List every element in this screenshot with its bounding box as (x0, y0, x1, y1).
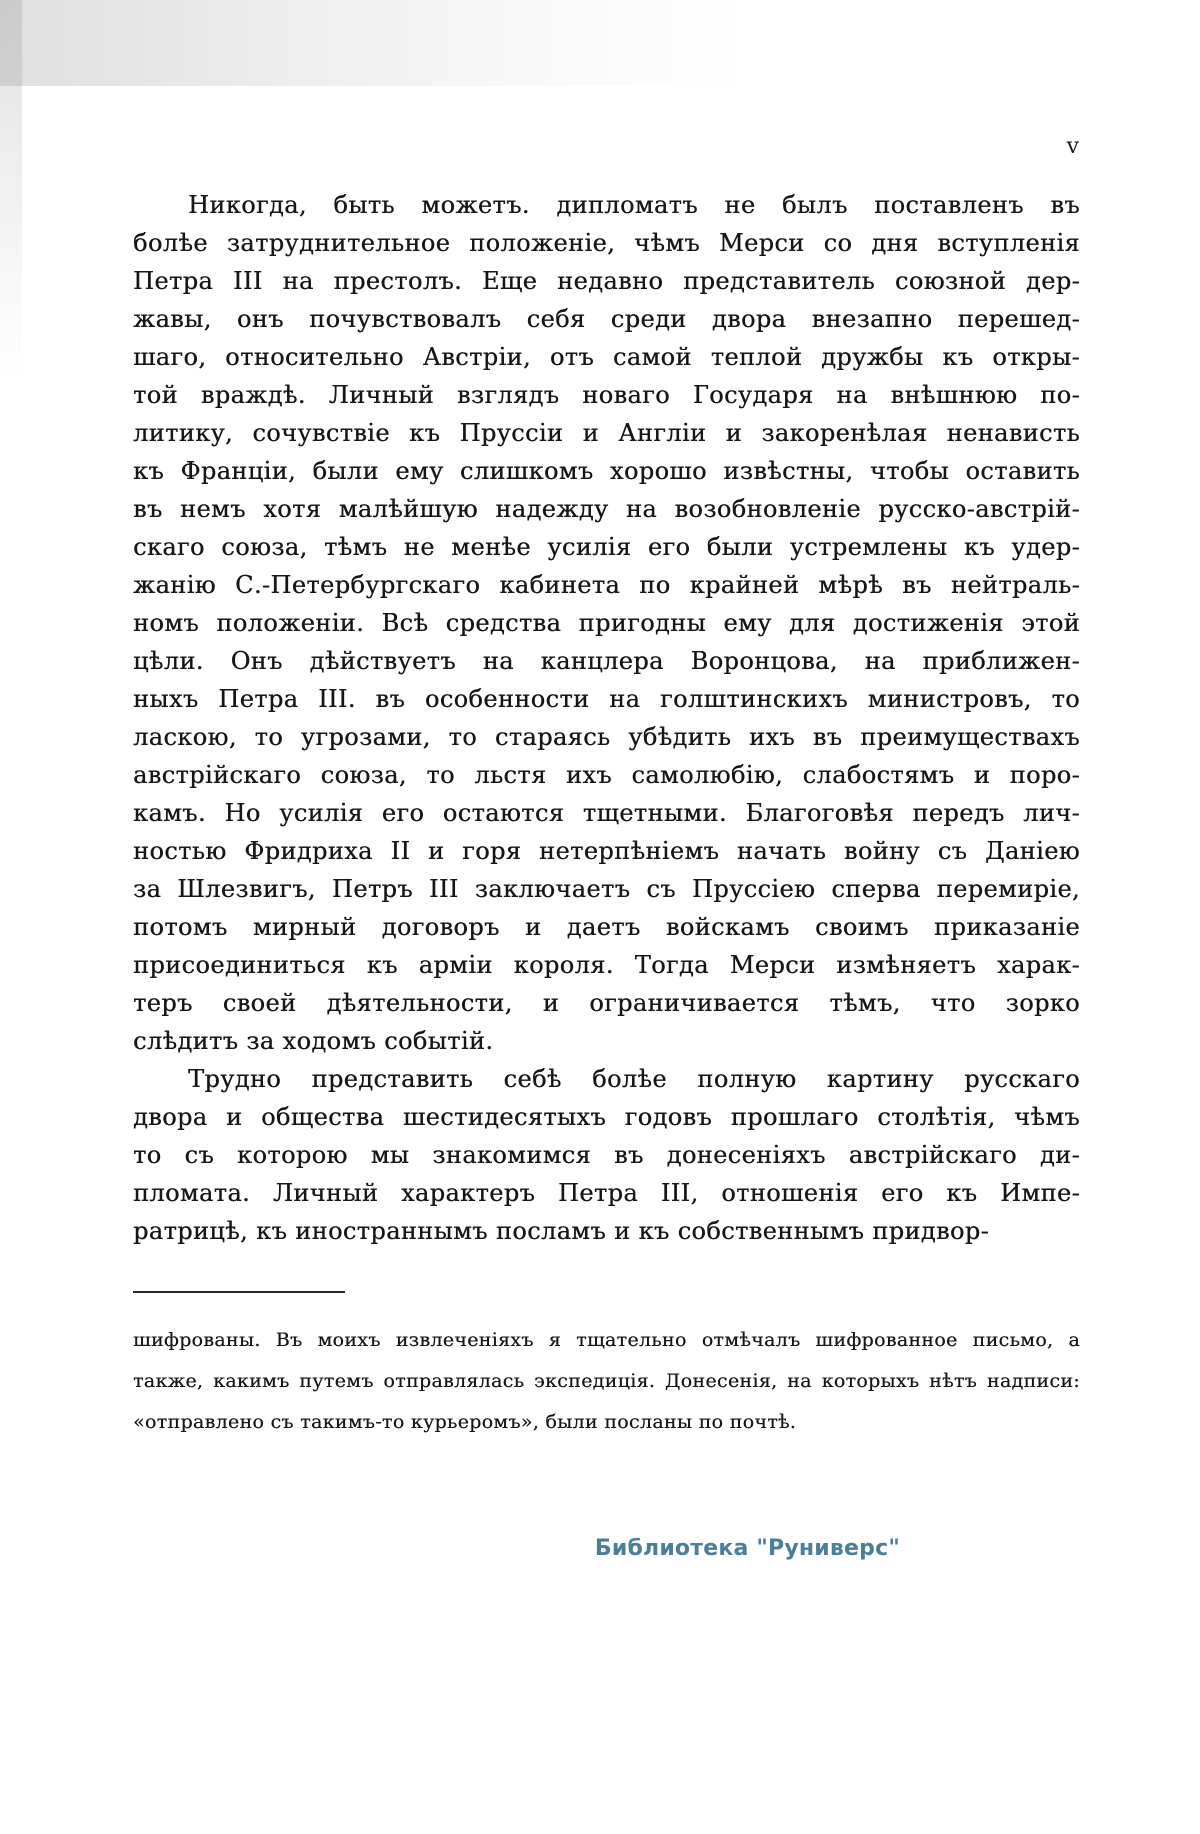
text-line: двора и общества шестидесятыхъ годовъ прошлаго столѣтія, чѣмъ (133, 1103, 1080, 1131)
library-watermark: Библиотека "Руниверс" (594, 1536, 900, 1561)
text-line: присоединиться къ арміи короля. Тогда Мерси измѣняетъ харак- (133, 951, 1080, 979)
text-line: къ Франціи, были ему слишкомъ хорошо извѣстны, чтобы оставить (133, 457, 1080, 485)
text-line: австрійскаго союза, то льстя ихъ самолюбію, слабостямъ и поро- (133, 761, 1080, 789)
text-line: теръ своей дѣятельности, и ограничивается тѣмъ, что зорко (133, 989, 1080, 1017)
text-line: скаго союза, тѣмъ не менѣе усилія его были устремлены къ удер- (133, 533, 1080, 561)
text-line: камъ. Но усилія его остаются тщетными. Благоговѣя передъ лич- (133, 799, 1080, 827)
page-number: v (1066, 134, 1080, 159)
text-line: Никогда, быть можетъ. дипломатъ не былъ поставленъ въ (188, 191, 1080, 219)
text-line: жавы, онъ почувствовалъ себя среди двора внезапно перешед- (133, 305, 1080, 333)
text-line: шифрованы. Въ моихъ извлеченіяхъ я тщательно отмѣчалъ шифрованное письмо, а (133, 1329, 1080, 1351)
paragraph-2 (133, 1060, 1080, 1250)
scan-shading-left (0, 0, 22, 430)
text-line: слѣдитъ за ходомъ событій. (133, 1027, 494, 1055)
text-line: «отправлено съ такимъ-то курьеромъ», были посланы по почтѣ. (133, 1411, 797, 1433)
footnote-separator (133, 1291, 345, 1293)
main-text (133, 186, 1080, 1250)
text-line: въ немъ хотя малѣйшую надежду на возобновленіе русско-австрій- (133, 495, 1080, 523)
text-line: потомъ мирный договоръ и даетъ войскамъ своимъ приказаніе (133, 913, 1080, 941)
text-line: ныхъ Петра III. въ особенности на голштинскихъ министровъ, то (133, 685, 1080, 713)
text-line: пломата. Личный характеръ Петра III, отношенія его къ Импе- (133, 1179, 1080, 1207)
scan-shading-top (0, 0, 1200, 86)
text-line: ласкою, то угрозами, то стараясь убѣдить ихъ въ преимуществахъ (133, 723, 1080, 751)
text-line: за Шлезвигъ, Петръ III заключаетъ съ Пруссіею сперва перемиріе, (133, 875, 1080, 903)
text-line: шаго, относительно Австріи, отъ самой теплой дружбы къ откры- (133, 343, 1080, 371)
text-line: цѣли. Онъ дѣйствуетъ на канцлера Воронцова, на приближен- (133, 647, 1080, 675)
text-line: также, какимъ путемъ отправлялась экспедиція. Донесенія, на которыхъ нѣтъ надписи: (133, 1370, 1080, 1392)
text-line: той враждѣ. Личный взглядъ новаго Государя на внѣшнюю по- (133, 381, 1080, 409)
text-line: ратрицѣ, къ иностраннымъ посламъ и къ собственнымъ придвор- (133, 1217, 989, 1245)
text-line: литику, сочувствіе къ Пруссіи и Англіи и закоренѣлая ненависть (133, 419, 1080, 447)
text-line: то съ которою мы знакомимся въ донесеніяхъ австрійскаго ди- (133, 1141, 1080, 1169)
text-line: Трудно представить себѣ болѣе полную картину русскаго (188, 1065, 1080, 1093)
text-line: номъ положеніи. Всѣ средства пригодны ему для достиженія этой (133, 609, 1080, 637)
text-line: жанію С.-Петербургскаго кабинета по крайней мѣрѣ въ нейтраль- (133, 571, 1080, 599)
footnote-text (133, 1320, 1080, 1443)
text-line: болѣе затруднительное положеніе, чѣмъ Мерси со дня вступленія (133, 229, 1080, 257)
text-line: Петра III на престолъ. Еще недавно представитель союзной дер- (133, 267, 1080, 295)
text-line: ностью Фридриха II и горя нетерпѣніемъ начать войну съ Даніею (133, 837, 1080, 865)
paragraph-1 (133, 186, 1080, 1060)
